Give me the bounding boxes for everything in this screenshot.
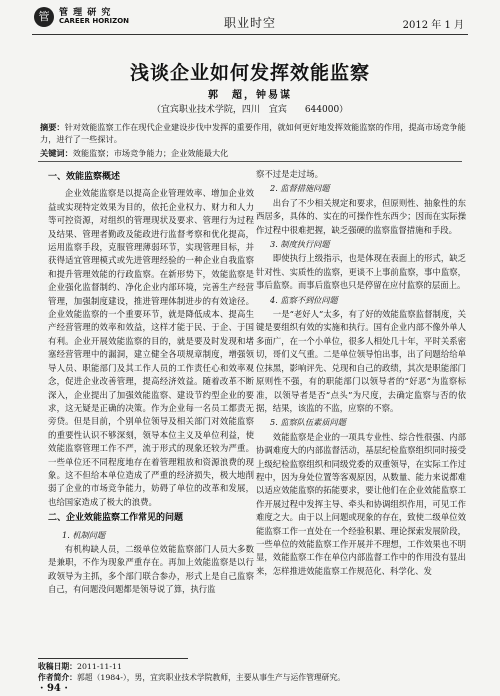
article-title: 浅谈企业如何发挥效能监察 bbox=[129, 62, 370, 84]
subheading: 3. 制度执行问题 bbox=[270, 239, 330, 250]
column-name: 职业时空 bbox=[223, 16, 276, 30]
author-bio-label: 作者简介： bbox=[38, 673, 77, 682]
page-number: · 94 · bbox=[40, 683, 68, 694]
footnote-rule bbox=[38, 658, 188, 659]
abstract-text: 针对效能监察工作在现代企业建设步伐中发挥的重要作用，就如何更好地发挥效能监察的作用，提高市场竞争能力，进行了一些探讨。 bbox=[40, 122, 466, 144]
affiliation: （宜宾职业技术学院，四川 宜宾 644000） bbox=[151, 105, 349, 115]
abstract-label: 摘要： bbox=[40, 122, 65, 132]
paragraph: 察不过是走过场。 bbox=[256, 169, 323, 179]
left-column bbox=[48, 168, 254, 597]
page-header bbox=[0, 0, 500, 38]
authors: 郭 超，钟易谋 bbox=[208, 90, 292, 101]
keywords-text: 效能监察；市场竞争能力；企业效能最大化 bbox=[72, 148, 229, 158]
author-bio: 郭超（1984-），男，宜宾职业技术学院教师，主要从事生产与运作管理研究。 bbox=[76, 673, 346, 682]
subheading: 2. 监督措施问题 bbox=[270, 183, 330, 194]
logo-cn-text: 管 理 研 究 bbox=[59, 7, 112, 18]
footnote-received bbox=[38, 661, 122, 672]
issue-date: 2012 年 1 月 bbox=[402, 20, 464, 31]
abstract bbox=[40, 121, 470, 145]
paragraph: 企业效能监察是以提高企业管理效率、增加企业效益或实现特定效果为目的，依托企业权力、财力和人力等可控资源，对组织的管理现状及要求、管理行为过程及结果、管理者勤政及能政进行监督考察和优化提高，运用监察手段，克服管理薄弱环节，实现管理目标，并获得适宜管理模式或先进管理经验的一种企业自我监察和提升管理效能的行政监察。在新形势下，效能监察是企业强化监督制约、净化企业内部环境，完善生产经营管理，加强制度建设，推进管理体制进步的有效途径。企业效能监察的一个重要环节，就是降低成本、提高生产经营管理的效率和效益，这样才能于民、于企、于国有利。企业开展效能监察的目的，就是要及时发现和堵塞经营管理中的漏洞，建立健全各项规章制度，增强领导人员、职能部门及其工作人员的工作责任心和效率观念，促进企业改善管理，提高经济效益。随着改革不断深入，企业提出了加强效能监察、建设节约型企业的要求，这无疑是正确的决策。作为企业每一名员工都责无旁贷。但是目前，个别单位领导及相关部门对效能监察的重要性认识不够深刻，领导本位主义及单位利益，使效能监察管理工作不严，流于形式的现象还较为严重。一些单位还不同程度地存在着管理粗放和资源浪费的现象。这不但给本单位造成了严重的经济损失，极大地削弱了企业的市场竞争能力，妨碍了单位的改革和发展，也给国家造成了极大的浪费。 bbox=[48, 188, 254, 507]
subheading: 4. 监察不到位问题 bbox=[270, 294, 338, 305]
header-rule bbox=[32, 34, 468, 35]
right-column bbox=[256, 168, 466, 578]
logo-en-text: CAREER HORIZON bbox=[59, 17, 130, 26]
section-heading-1: 一、效能监察概述 bbox=[48, 172, 121, 182]
keywords-label: 关键词： bbox=[40, 148, 73, 158]
section-heading-2: 二、企业效能监察工作常见的问题 bbox=[48, 513, 184, 524]
keywords bbox=[40, 147, 470, 159]
subheading: 5. 监察队伍素质问题 bbox=[270, 417, 346, 428]
journal-logo-icon: 管 bbox=[34, 7, 54, 27]
paragraph: 出台了不少相关规定和要求，但原则性、抽象性的东西居多，具体的、实在的可操作性东西少；因而在实际操作过程中很难把握，缺乏强硬的监察监督措施和手段。 bbox=[256, 197, 466, 235]
paragraph: 一是“老好人”太多，有了好的效能监察监督制度，关键是要组织有效的实施和执行。国有企业内部不像外单人多面广，在一个小单位，很多人相处几十年，平时关系密切，哥们义气重。二是单位领导怕出事，出了问题给给单位抹黑，影响评先、兑现和自己的政绩，其次是职能部门原则性不强，有的职能部门以领导者的“好恶”为监察标准，以领导者是否“点头”为尺度，去确定监察与否的依据，结果，该监的不监，应察的不察。 bbox=[256, 309, 466, 413]
paragraph: 有机构缺人员，二级单位效能监察部门人员大多数是兼职，不作为现象严重存在。再加上效能监察是以行政领导为主抓，多个部门联合参办，形式上是自己监察自己，有问题没问题都是领导说了算，执行监 bbox=[48, 543, 254, 595]
footnote-author bbox=[38, 672, 345, 683]
subheading: 1. 机制问题 bbox=[62, 529, 106, 540]
received-label: 收稿日期： bbox=[38, 662, 77, 671]
paragraph: 即使执行上级指示，也是体现在表面上的形式，缺乏针对性、实质性的监察，更谈不上事前监察，事中监察，事后监察。而事后监察也只是停留在应付监察的层面上。 bbox=[256, 253, 466, 291]
abstract-rule bbox=[38, 161, 462, 162]
paragraph: 效能监察是企业的一项具专业性、综合性很强、内部协调难度大的内部监督活动，基层纪检监察组织同时接受上级纪检监察组织和同级党委的双重领导，在实际工作过程中，因为身处位置等客观原因，从数量、能力来说都难以适应效能监察的拓能要求，要让他们在企业效能监察工作开展过程中发挥主导、牵头和协调组织作用，可见工作难度之大。由于以上问题或现象的存在，致使二级单位效能监察工作一直处在一个经验积累、理论探索发展阶段，一些单位的效能监察工作开展并不理想，工作效果也不明显，效能监察工作在单位内部监督工作中的作用没有显出来，怎样推进效能监察工作规范化、科学化、发 bbox=[256, 431, 466, 576]
received-date: 2011-11-11 bbox=[76, 662, 122, 671]
